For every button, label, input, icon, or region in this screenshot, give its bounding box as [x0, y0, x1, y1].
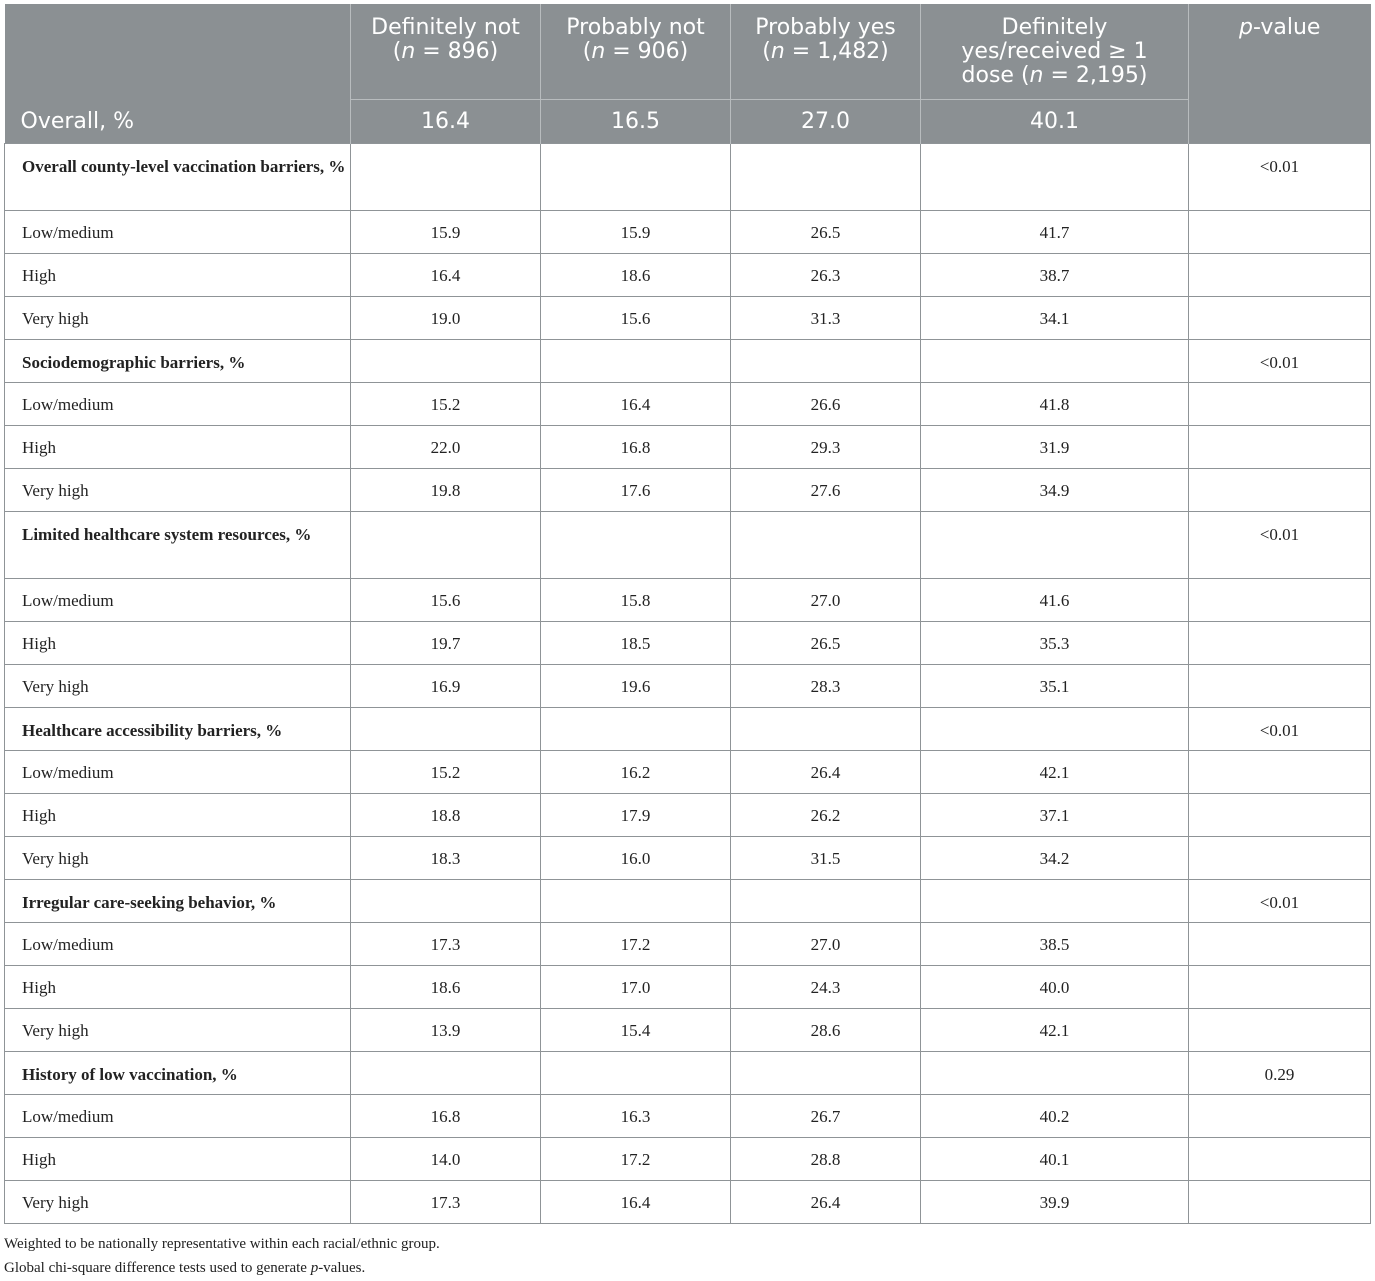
value-cell: 27.0: [731, 923, 921, 966]
empty-p-cell: [1189, 837, 1371, 880]
value-cell: 14.0: [351, 1138, 541, 1181]
empty-p-cell: [1189, 966, 1371, 1009]
value-cell: 34.9: [921, 469, 1189, 512]
value-cell: 34.1: [921, 297, 1189, 340]
value-cell: 15.2: [351, 383, 541, 426]
empty-p-cell: [1189, 923, 1371, 966]
empty-cell: [351, 880, 541, 923]
section-header-row: [5, 880, 1371, 923]
value-cell: 26.4: [731, 751, 921, 794]
row-label: Very high: [5, 469, 351, 512]
empty-cell: [921, 512, 1189, 579]
row-label: High: [5, 1138, 351, 1181]
empty-p-cell: [1189, 1138, 1371, 1181]
section-title: Limited healthcare system resources, %: [5, 512, 351, 579]
header-blank-cell: [5, 4, 351, 100]
value-cell: 19.8: [351, 469, 541, 512]
value-cell: 15.9: [541, 211, 731, 254]
empty-cell: [541, 144, 731, 211]
section-p-value: 0.29: [1189, 1052, 1371, 1095]
n-count: = 1,482): [784, 39, 889, 64]
value-cell: 26.2: [731, 794, 921, 837]
value-cell: 37.1: [921, 794, 1189, 837]
empty-p-cell: [1189, 794, 1371, 837]
table-row: [5, 1095, 1371, 1138]
table-row: [5, 254, 1371, 297]
value-cell: 16.3: [541, 1095, 731, 1138]
table-row: [5, 1181, 1371, 1224]
empty-cell: [351, 708, 541, 751]
section-header-row: [5, 708, 1371, 751]
results-table: [4, 4, 1371, 1224]
empty-cell: [921, 708, 1189, 751]
value-cell: 18.6: [351, 966, 541, 1009]
section-title: Healthcare accessibility barriers, %: [5, 708, 351, 751]
table-header: [5, 4, 1371, 144]
empty-cell: [351, 512, 541, 579]
table-row: [5, 622, 1371, 665]
value-cell: 15.6: [541, 297, 731, 340]
empty-p-cell: [1189, 665, 1371, 708]
empty-p-cell: [1189, 1181, 1371, 1224]
value-cell: 18.8: [351, 794, 541, 837]
section-p-value: <0.01: [1189, 512, 1371, 579]
section-header-row: [5, 144, 1371, 211]
empty-cell: [351, 1052, 541, 1095]
header-definitely-not: Definitely not (n = 896): [351, 4, 541, 100]
section-p-value: <0.01: [1189, 144, 1371, 211]
empty-p-cell: [1189, 579, 1371, 622]
value-cell: 26.3: [731, 254, 921, 297]
row-label: Very high: [5, 297, 351, 340]
row-label: Low/medium: [5, 383, 351, 426]
value-cell: 17.6: [541, 469, 731, 512]
value-cell: 35.1: [921, 665, 1189, 708]
table-row: [5, 1138, 1371, 1181]
table-row: [5, 383, 1371, 426]
table-row: [5, 923, 1371, 966]
value-cell: 38.7: [921, 254, 1189, 297]
value-cell: 28.8: [731, 1138, 921, 1181]
row-label: High: [5, 966, 351, 1009]
value-cell: 31.3: [731, 297, 921, 340]
empty-cell: [731, 144, 921, 211]
value-cell: 24.3: [731, 966, 921, 1009]
empty-cell: [541, 512, 731, 579]
footnote-text: Global chi-square difference tests used to generate: [4, 1260, 311, 1276]
n-count: = 896): [415, 39, 499, 64]
empty-p-cell: [1189, 297, 1371, 340]
empty-p-cell: [1189, 469, 1371, 512]
empty-p-cell: [1189, 211, 1371, 254]
n-symbol: n: [1029, 63, 1044, 88]
empty-p-cell: [1189, 622, 1371, 665]
value-cell: 22.0: [351, 426, 541, 469]
value-cell: 35.3: [921, 622, 1189, 665]
value-cell: 18.3: [351, 837, 541, 880]
overall-value: 40.1: [921, 100, 1189, 144]
value-cell: 15.8: [541, 579, 731, 622]
n-symbol: n: [401, 39, 416, 64]
table-row: [5, 966, 1371, 1009]
value-cell: 16.8: [351, 1095, 541, 1138]
header-p-value: [1189, 4, 1371, 100]
n-count: = 2,195): [1043, 63, 1148, 88]
header-row: [5, 4, 1371, 100]
empty-cell: [921, 340, 1189, 383]
value-cell: 15.9: [351, 211, 541, 254]
value-cell: 41.7: [921, 211, 1189, 254]
empty-cell: [731, 340, 921, 383]
section-header-row: [5, 512, 1371, 579]
value-cell: 42.1: [921, 751, 1189, 794]
value-cell: 31.5: [731, 837, 921, 880]
table-row: [5, 211, 1371, 254]
row-label: High: [5, 426, 351, 469]
row-label: Very high: [5, 1009, 351, 1052]
overall-label: Overall, %: [5, 100, 351, 144]
overall-value: 27.0: [731, 100, 921, 144]
row-label: Very high: [5, 837, 351, 880]
empty-p-cell: [1189, 1095, 1371, 1138]
value-cell: 31.9: [921, 426, 1189, 469]
table-container: [4, 4, 1370, 1280]
header-definitely-yes: [921, 4, 1189, 100]
value-cell: 41.6: [921, 579, 1189, 622]
value-cell: 34.2: [921, 837, 1189, 880]
row-label: Low/medium: [5, 1095, 351, 1138]
value-cell: 15.4: [541, 1009, 731, 1052]
overall-value: 16.5: [541, 100, 731, 144]
empty-p-cell: [1189, 426, 1371, 469]
header-label: Definitely not: [371, 15, 520, 40]
value-cell: 38.5: [921, 923, 1189, 966]
value-cell: 16.8: [541, 426, 731, 469]
value-cell: 27.0: [731, 579, 921, 622]
header-probably-not: Probably not (n = 906): [541, 4, 731, 100]
value-cell: 40.0: [921, 966, 1189, 1009]
table-row: [5, 426, 1371, 469]
value-cell: 27.6: [731, 469, 921, 512]
value-cell: 18.5: [541, 622, 731, 665]
value-cell: 16.4: [541, 1181, 731, 1224]
value-cell: 17.2: [541, 923, 731, 966]
section-title: Overall county-level vaccination barriers, %: [5, 144, 351, 211]
empty-cell: [921, 144, 1189, 211]
value-cell: 17.0: [541, 966, 731, 1009]
table-body: [5, 144, 1371, 1224]
p-symbol: p: [310, 1260, 319, 1276]
value-cell: 17.3: [351, 1181, 541, 1224]
header-label-line3: dose (: [961, 63, 1030, 88]
footnote-pvalues: [4, 1256, 1370, 1280]
empty-cell: [731, 880, 921, 923]
value-cell: 29.3: [731, 426, 921, 469]
section-title: Sociodemographic barriers, %: [5, 340, 351, 383]
value-cell: 40.2: [921, 1095, 1189, 1138]
n-count: = 906): [605, 39, 689, 64]
section-title: History of low vaccination, %: [5, 1052, 351, 1095]
empty-cell: [541, 708, 731, 751]
value-cell: 17.2: [541, 1138, 731, 1181]
section-p-value: <0.01: [1189, 880, 1371, 923]
section-header-row: [5, 1052, 1371, 1095]
value-cell: 17.3: [351, 923, 541, 966]
row-label: Very high: [5, 1181, 351, 1224]
value-cell: 13.9: [351, 1009, 541, 1052]
p-value-label: -value: [1253, 15, 1321, 40]
value-cell: 16.9: [351, 665, 541, 708]
empty-cell: [541, 1052, 731, 1095]
empty-cell: [921, 880, 1189, 923]
value-cell: 40.1: [921, 1138, 1189, 1181]
p-symbol: p: [1239, 15, 1253, 40]
empty-cell: [921, 1052, 1189, 1095]
value-cell: 28.6: [731, 1009, 921, 1052]
value-cell: 26.4: [731, 1181, 921, 1224]
row-label: High: [5, 254, 351, 297]
section-header-row: [5, 340, 1371, 383]
value-cell: 15.6: [351, 579, 541, 622]
value-cell: 16.4: [541, 383, 731, 426]
section-p-value: <0.01: [1189, 708, 1371, 751]
table-row: [5, 837, 1371, 880]
footnote-weighting: Weighted to be nationally representative within each racial/ethnic group.: [4, 1236, 440, 1252]
overall-row: [5, 100, 1371, 144]
value-cell: 26.5: [731, 622, 921, 665]
table-row: [5, 751, 1371, 794]
empty-cell: [731, 708, 921, 751]
table-row: [5, 1009, 1371, 1052]
overall-value: 16.4: [351, 100, 541, 144]
table-row: [5, 297, 1371, 340]
n-symbol: n: [591, 39, 606, 64]
row-label: Low/medium: [5, 923, 351, 966]
empty-p-cell: [1189, 383, 1371, 426]
footnotes: [4, 1232, 1370, 1280]
section-p-value: <0.01: [1189, 340, 1371, 383]
table-row: [5, 579, 1371, 622]
value-cell: 26.6: [731, 383, 921, 426]
header-label-line2: yes/received ≥ 1: [961, 39, 1148, 64]
overall-pvalue-empty: [1189, 100, 1371, 144]
n-symbol: n: [770, 39, 785, 64]
value-cell: 26.7: [731, 1095, 921, 1138]
value-cell: 41.8: [921, 383, 1189, 426]
value-cell: 15.2: [351, 751, 541, 794]
empty-cell: [731, 1052, 921, 1095]
value-cell: 19.0: [351, 297, 541, 340]
value-cell: 19.6: [541, 665, 731, 708]
value-cell: 17.9: [541, 794, 731, 837]
footnote-text: -values.: [318, 1260, 366, 1276]
empty-cell: [351, 144, 541, 211]
value-cell: 16.2: [541, 751, 731, 794]
empty-cell: [731, 512, 921, 579]
section-title: Irregular care-seeking behavior, %: [5, 880, 351, 923]
value-cell: 19.7: [351, 622, 541, 665]
header-label: Definitely: [1001, 15, 1108, 40]
table-row: [5, 794, 1371, 837]
row-label: High: [5, 622, 351, 665]
row-label: Low/medium: [5, 579, 351, 622]
value-cell: 18.6: [541, 254, 731, 297]
empty-p-cell: [1189, 1009, 1371, 1052]
row-label: Low/medium: [5, 751, 351, 794]
header-probably-yes: Probably yes (n = 1,482): [731, 4, 921, 100]
value-cell: 42.1: [921, 1009, 1189, 1052]
empty-p-cell: [1189, 254, 1371, 297]
table-row: [5, 469, 1371, 512]
row-label: High: [5, 794, 351, 837]
empty-cell: [351, 340, 541, 383]
header-label: Probably yes: [755, 15, 896, 40]
value-cell: 16.4: [351, 254, 541, 297]
table-row: [5, 665, 1371, 708]
empty-cell: [541, 340, 731, 383]
header-label: Probably not: [566, 15, 705, 40]
value-cell: 39.9: [921, 1181, 1189, 1224]
empty-p-cell: [1189, 751, 1371, 794]
row-label: Low/medium: [5, 211, 351, 254]
empty-cell: [541, 880, 731, 923]
row-label: Very high: [5, 665, 351, 708]
value-cell: 28.3: [731, 665, 921, 708]
value-cell: 16.0: [541, 837, 731, 880]
value-cell: 26.5: [731, 211, 921, 254]
